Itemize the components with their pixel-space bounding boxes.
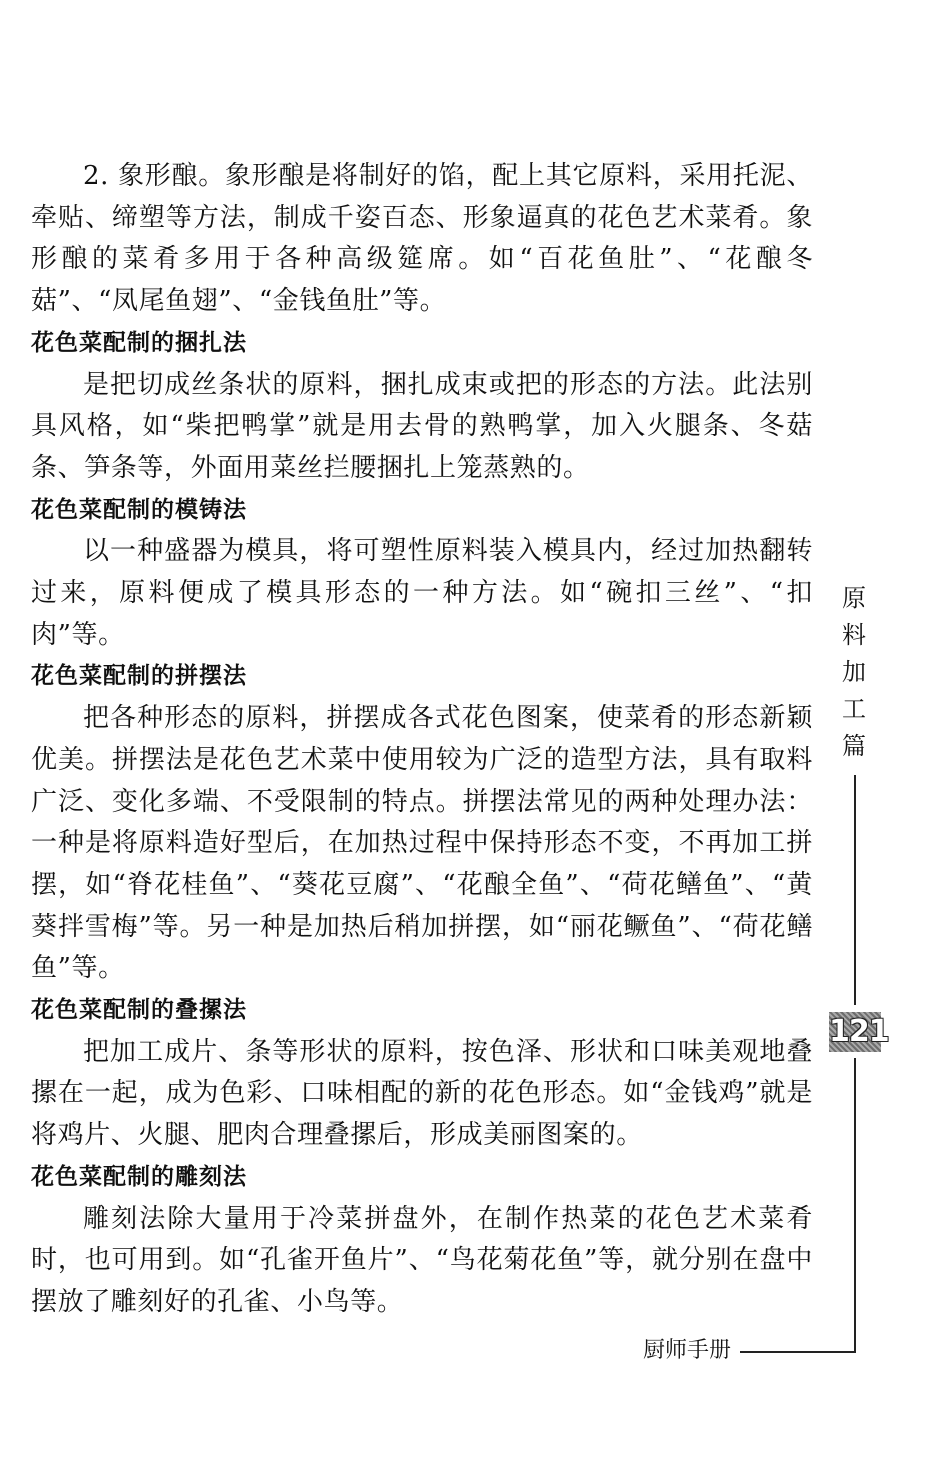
- page-number: 121: [829, 1012, 881, 1052]
- footer-rule: [740, 1351, 856, 1353]
- section-heading-mozhu: 花色菜配制的模铸法: [31, 496, 247, 523]
- chapter-side-label: [842, 580, 866, 765]
- chapter-label-char: 篇: [842, 732, 866, 760]
- margin-rule-upper: [854, 775, 856, 1005]
- section-heading-dieluo: 花色菜配制的叠摞法: [31, 997, 247, 1024]
- chapter-label-char: 加: [842, 658, 866, 686]
- paragraph-pinbai: 把各种形态的原料，拼摆成各式花色图案，使菜肴的形态新颖优美。拼摆法是花色艺术菜中使用较为广泛的造型方法，具有取料广泛、变化多端、不受限制的特点。拼摆法常见的两种处理办法：一种是将原料造好型后，在加热过程中保持形态不变，不再加工拼摆，如“脊花桂鱼”、“葵花豆腐”、“花酿全鱼”、“荷花鳝鱼”、“黄葵拌雪梅”等。另一种是加热后稍加拼摆，如“丽花鳜鱼”、“荷花鳝鱼”等。: [31, 703, 813, 984]
- paragraph-dieluo: 把加工成片、条等形状的原料，按色泽、形状和口味美观地叠摞在一起，成为色彩、口味相配的新的花色形态。如“金钱鸡”就是将鸡片、火腿、肥肉合理叠摞后，形成美丽图案的。: [31, 1036, 813, 1151]
- paragraph-diaoke: 雕刻法除大量用于冷菜拼盘外，在制作热菜的花色艺术菜肴时，也可用到。如“孔雀开鱼片”、“鸟花菊花鱼”等，就分别在盘中摆放了雕刻好的孔雀、小鸟等。: [31, 1203, 813, 1317]
- paragraph-kunzha: 是把切成丝条状的原料，捆扎成束或把的形态的方法。此法别具风格，如“柴把鸭掌”就是用去骨的熟鸭掌，加入火腿条、冬菇条、笋条等，外面用菜丝拦腰捆扎上笼蒸熟的。: [31, 369, 813, 483]
- chapter-label-char: 工: [842, 695, 866, 723]
- page-body: [31, 156, 813, 1324]
- chapter-label-char: 原: [842, 584, 866, 612]
- paragraph-mozhu: 以一种盛器为模具，将可塑性原料装入模具内，经过加热翻转过来，原料便成了模具形态的一种方法。如“碗扣三丝”、“扣肉”等。: [31, 536, 813, 650]
- section-heading-kunzha: 花色菜配制的捆扎法: [31, 329, 247, 356]
- chapter-label-char: 料: [842, 621, 866, 649]
- margin-rule-lower: [854, 1058, 856, 1353]
- section-heading-pinbai: 花色菜配制的拼摆法: [31, 663, 247, 690]
- paragraph-xiangxingniang: 2. 象形酿。象形酿是将制好的馅，配上其它原料，采用托泥、牵贴、缔塑等方法，制成千姿百态、形象逼真的花色艺术菜肴。象形酿的菜肴多用于各种高级筵席。如“百花鱼肚”、“花酿冬菇”、“凤尾鱼翅”、“金钱鱼肚”等。: [31, 161, 813, 317]
- footer-book-title: 厨师手册: [643, 1338, 732, 1363]
- section-heading-diaoke: 花色菜配制的雕刻法: [31, 1163, 247, 1190]
